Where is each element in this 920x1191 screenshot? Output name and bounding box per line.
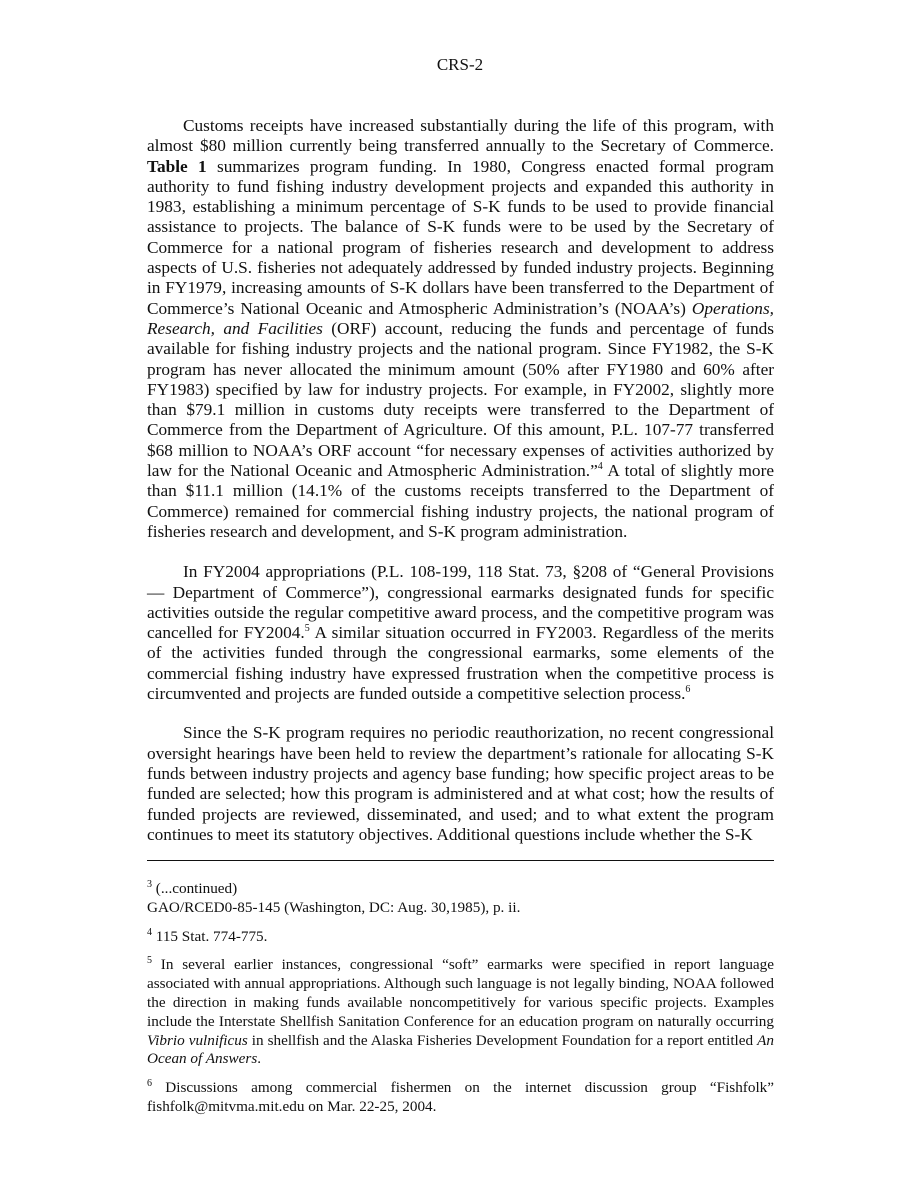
footnote-ref-5: 5 xyxy=(304,623,310,635)
footnote-3-citation: GAO/RCED0-85-145 (Washington, DC: Aug. 30,1985), p. ii. xyxy=(147,898,521,916)
footnote-4: $^4$ 115 Stat. 774-775. xyxy=(147,926,268,945)
body-text xyxy=(147,116,774,864)
footnote-4-number: 4 xyxy=(147,926,152,938)
footnote-6: $^6$ Discussions among commercial fishermen on the internet discussion group “Fishfolk” fishfolk@mitvma.mit.edu on Mar. 22-25, 2004. xyxy=(147,1078,774,1115)
footnote-ref-4: 4 xyxy=(597,461,603,473)
footnote-5-number: 5 xyxy=(147,955,152,967)
paragraph-2: In FY2004 appropriations (P.L. 108-199, 118 Stat. 73, §208 of “General Provisions — Department of Commerce”), congressional earmarks designated funds for specific activities outside the regular competitive award process, and the competitive program was cancelled for FY2004.$^5$ A similar situation occurred in FY2003. Regardless of the merits of the activities funded through the congressional earmarks, some elements of the commercial fishing industry have expressed frustration when the competitive process is circumvented and projects are funded outside a competitive selection process.$^6$ xyxy=(147,562,774,704)
page-header xyxy=(0,55,920,75)
footnotes xyxy=(147,880,774,1127)
footnote-3: $^3$ (...continued) GAO/RCED0-85-145 (Washington, DC: Aug. 30,1985), p. ii. xyxy=(147,880,774,918)
page-label: CRS-2 xyxy=(436,55,484,74)
footnote-divider xyxy=(147,860,774,861)
orf-account-name: Operations, Research, and Facilities xyxy=(147,298,774,338)
footnote-3-number: 3 xyxy=(147,878,152,890)
footnote-ref-6: 6 xyxy=(685,684,691,696)
paragraph-3: Since the S-K program requires no periodic reauthorization, no recent congressional oversight hearings have been held to review the department’s rationale for allocating S-K funds between industry projects and agency base funding; how specific project areas to be funded are selected; how this program is administered and at what cost; how the results of funded projects are reviewed, disseminated, and used; and to what extent the program continues to meet its statutory objectives. Additional questions include whether the S-K xyxy=(147,723,774,844)
table-1-reference: Table 1 xyxy=(147,156,207,176)
footnote-5: $^5$ In several earlier instances, congressional “soft” earmarks were specified in report language associated with annual appropriations. Although such language is not legally binding, NOAA followed the direction in making funds available noncompetitively for various specific projects. Examples include the Interstate Shellfish Sanitation Conference for an education program on naturally occurring Vibrio vulnificus in shellfish and the Alaska Fisheries Development Foundation for a report entitled An Ocean of Answers. xyxy=(147,955,774,1068)
footnote-6-number: 6 xyxy=(147,1078,152,1090)
paragraph-1: Customs receipts have increased substantially during the life of this program, with almost $80 million currently being transferred annually to the Secretary of Commerce. Table 1 summarizes program funding. In 1980, Congress enacted formal program authority to fund fishing industry development projects and expanded this authority in 1983, establishing a minimum percentage of S-K funds to be used to provide financial assistance to projects. The balance of S-K funds were to be used by the Secretary of Commerce for a national program of fisheries research and development to address aspects of U.S. fisheries not adequately addressed by funded industry projects. Beginning in FY1979, increasing amounts of S-K dollars have been transferred to the Department of Commerce’s National Oceanic and Atmospheric Administration’s (NOAA’s) Operations, Research, and Facilities (ORF) account, reducing the funds and percentage of funds available for fishing industry projects and the national program. Since FY1982, the S-K program has never allocated the minimum amount (50% after FY1980 and 60% after FY1983) specified by law for industry projects. For example, in FY2002, slightly more than $79.1 million in customs duty receipts were transferred to the Department of Commerce from the Department of Agriculture. Of this amount, P.L. 107-77 transferred $68 million to NOAA’s ORF account “for necessary expenses of activities authorized by law for the National Oceanic and Atmospheric Administration.”$^4$ A total of slightly more than $11.1 million (14.1% of the customs receipts transferred to the Department of Commerce) remained for commercial fishing industry projects, the national program of fisheries research and development, and S-K program administration. xyxy=(147,116,775,541)
